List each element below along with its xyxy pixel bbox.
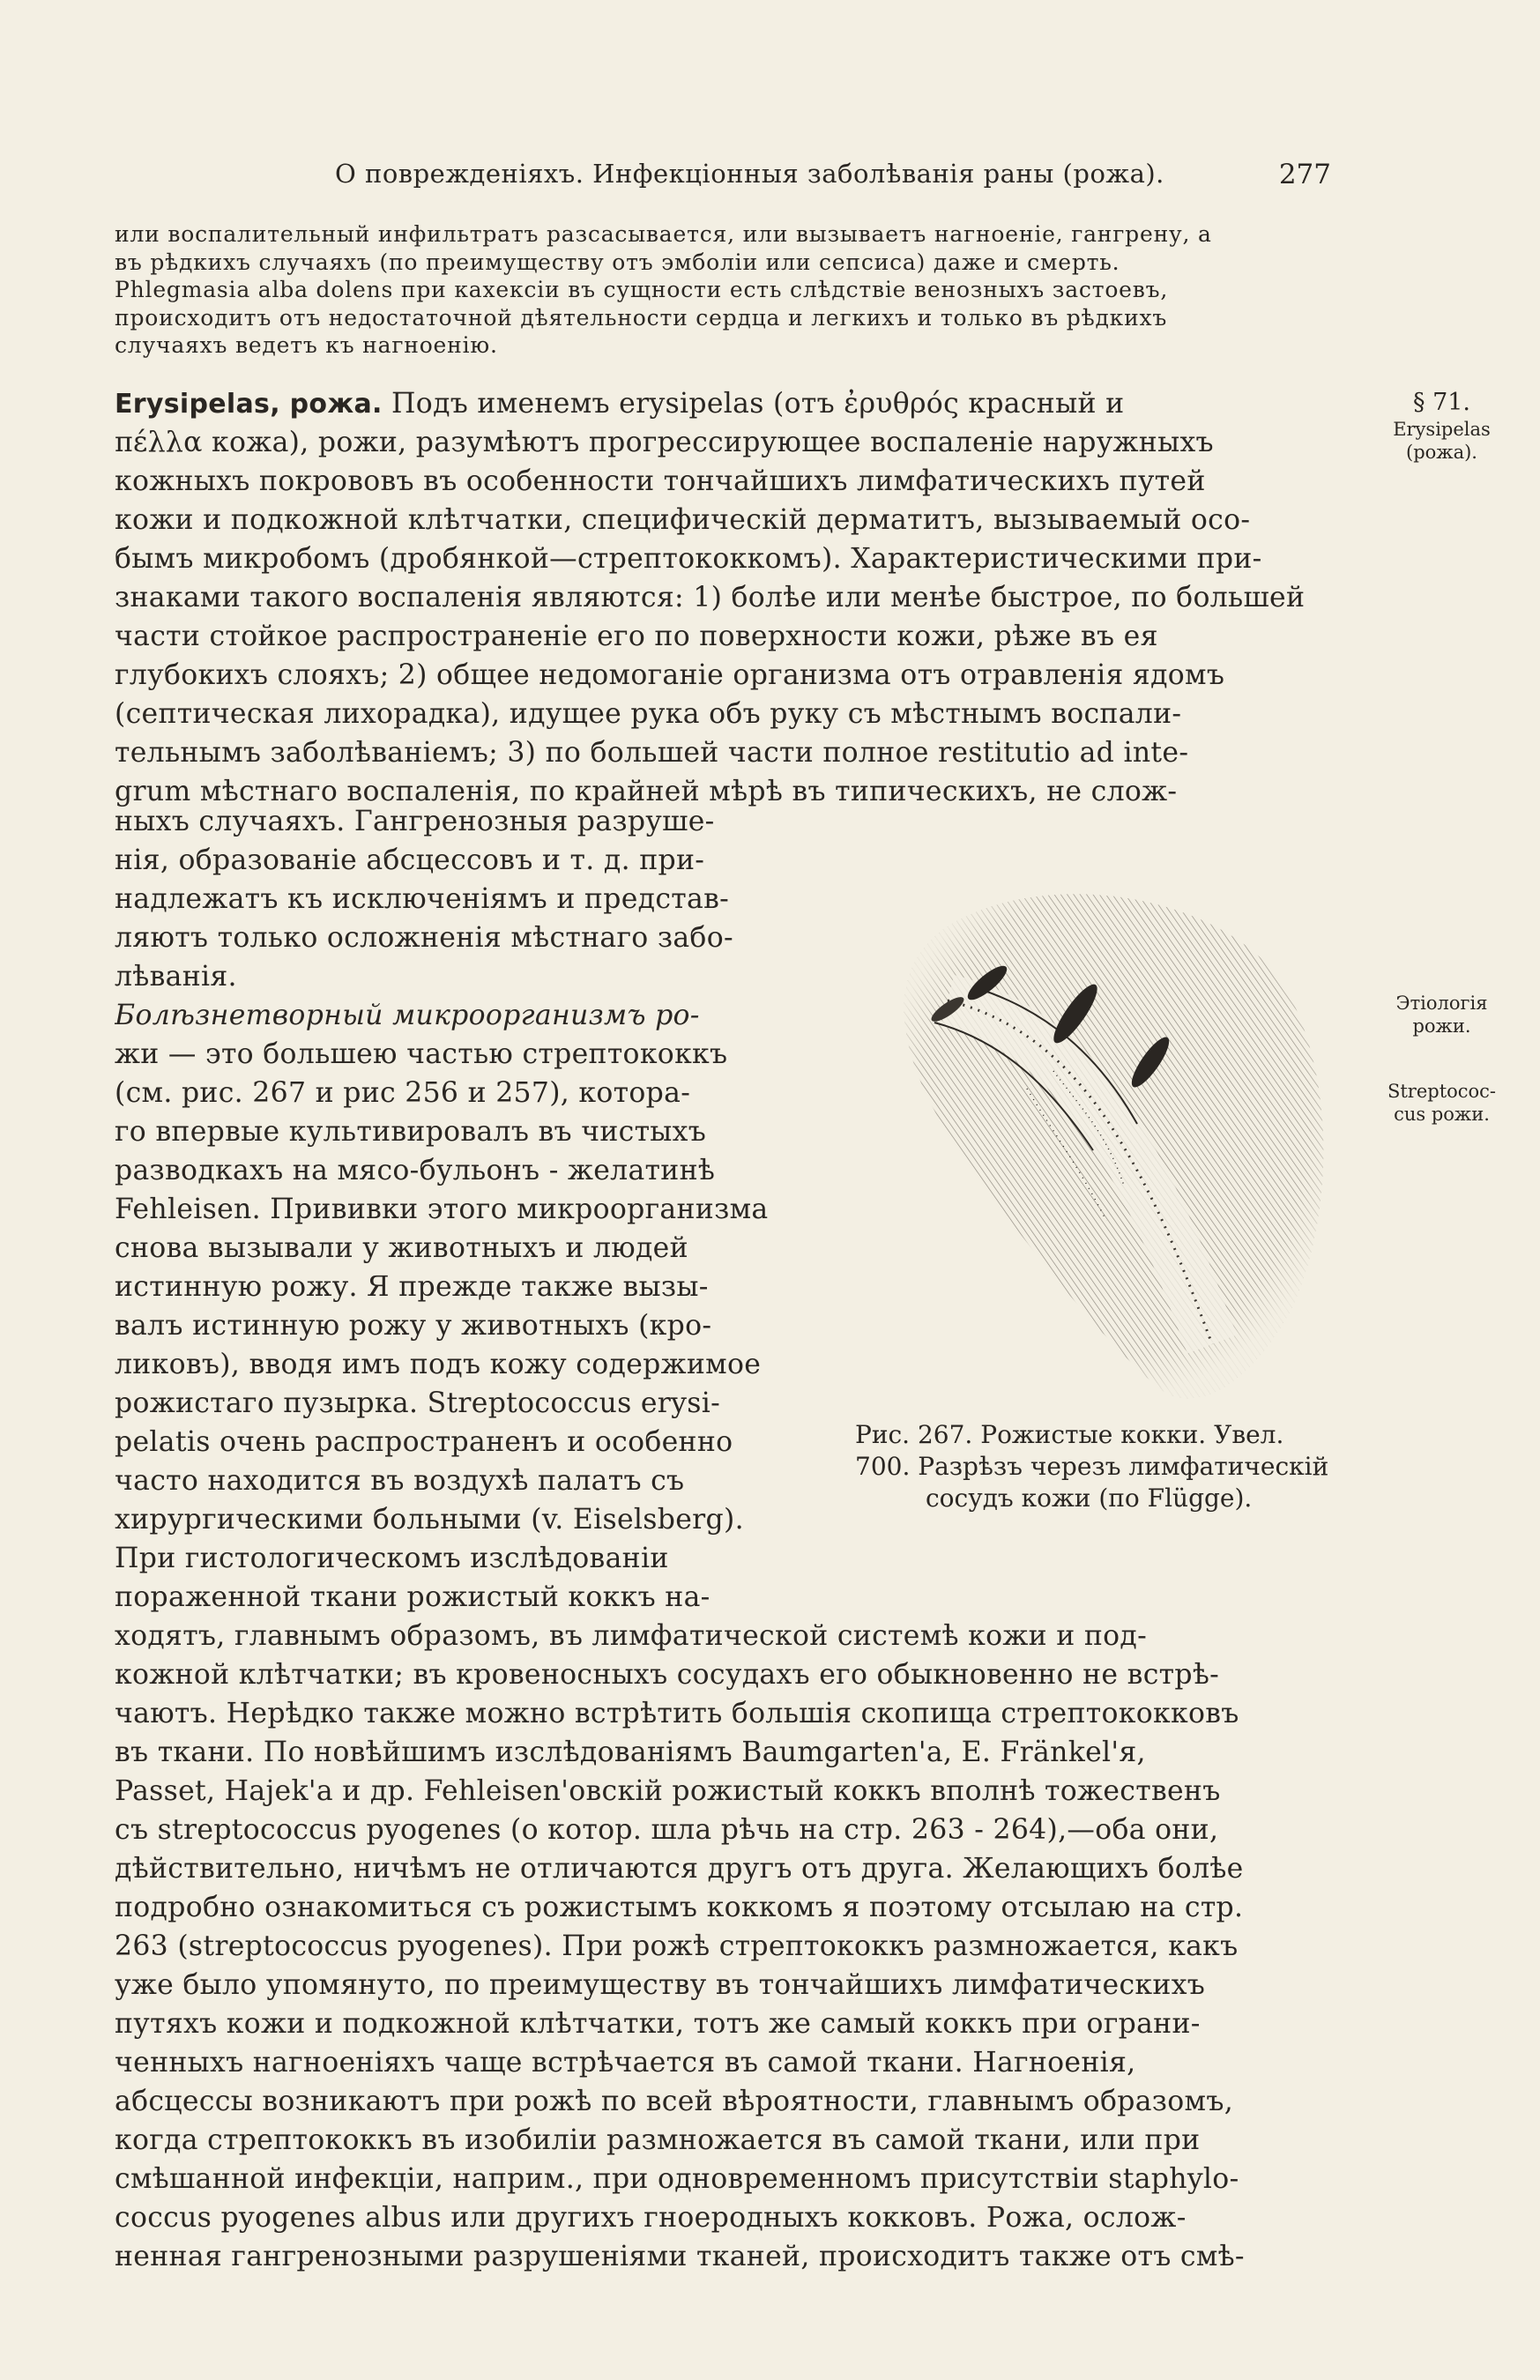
body-line: надлежатъ къ исключеніямъ и представ- — [115, 883, 730, 915]
caption-line: 700. Разрѣзъ черезъ лимфатическій — [855, 1452, 1329, 1481]
body-line: кожи и подкожной клѣтчатки, специфическій дерматитъ, вызываемый осо- — [115, 504, 1251, 536]
page-number: 277 — [1278, 159, 1331, 190]
body-line: (см. рис. 267 и рис 256 и 257), котора- — [115, 1077, 691, 1109]
running-header — [115, 159, 1349, 194]
body-line: валъ истинную рожу у животныхъ (кро- — [115, 1310, 712, 1342]
body-line: кожныхъ покрововъ въ особенности тончайшихъ лимфатическихъ путей — [115, 465, 1206, 497]
figure-caption — [855, 1419, 1349, 1514]
body-line: тельнымъ заболѣваніемъ; 3) по большей части полное restitutio ad inte- — [115, 737, 1189, 769]
body-line: смѣшанной инфекціи, наприм., при одновременномъ присутствіи staphylo- — [115, 2163, 1239, 2195]
body-line: жи — это большею частью стрептококкъ — [115, 1038, 728, 1070]
body-line: coccus pyogenes albus или другихъ гноеродныхъ кокковъ. Рожа, ослож- — [115, 2202, 1187, 2234]
margin-note-line: Этіологія — [1395, 993, 1488, 1014]
body-line: абсцессы возникаютъ при рожѣ по всей вѣроятности, главнымъ образомъ, — [115, 2086, 1234, 2117]
body-line: πέλλα кожа), рожи, разумѣютъ прогрессирующее воспаленіе наружныхъ — [115, 427, 1214, 458]
lymph-vessel-drawing — [842, 868, 1349, 1415]
body-line: ченныхъ нагноеніяхъ чаще встрѣчается въ самой ткани. Нагноенія, — [115, 2047, 1136, 2079]
body-line: дѣйствительно, ничѣмъ не отличаются другъ отъ друга. Желающихъ болѣе — [115, 1853, 1244, 1885]
body-line: части стойкое распространеніе его по поверхности кожи, рѣже въ ея — [115, 621, 1158, 652]
small-text-line: происходитъ отъ недостаточной дѣятельности сердца и легкихъ и только въ рѣдкихъ — [115, 304, 1168, 331]
body-line: ляютъ только осложненія мѣстнаго забо- — [115, 922, 733, 954]
body-line: 263 (streptococcus pyogenes). При рожѣ стрептококкъ размножается, какъ — [115, 1930, 1239, 1962]
body-line: кожной клѣтчатки; въ кровеносныхъ сосудахъ его обыкновенно не встрѣ- — [115, 1659, 1220, 1691]
body-line: разводкахъ на мясо-бульонъ - желатинѣ — [115, 1155, 716, 1186]
body-line: ныхъ случаяхъ. Гангренозныя разруше- — [115, 806, 715, 837]
margin-note-line: Streptococ- — [1387, 1081, 1497, 1102]
margin-note-streptococcus — [1356, 1080, 1528, 1126]
body-line: (септическая лихорадка), идущее рука объ руку съ мѣстнымъ воспали- — [115, 698, 1182, 730]
margin-note-line: cus рожи. — [1394, 1104, 1490, 1125]
body-line: знаками такого воспаленія являются: 1) болѣе или менѣе быстрое, по большей — [115, 582, 1306, 614]
section-heading: Erysipelas, рожа. — [115, 389, 383, 420]
body-line: grum мѣстнаго воспаленія, по крайней мѣрѣ въ типическихъ, не слож- — [115, 776, 1178, 807]
section-first-line — [115, 384, 1349, 423]
body-line: ходятъ, главнымъ образомъ, въ лимфатической системѣ кожи и под- — [115, 1620, 1148, 1652]
small-print-paragraph — [115, 220, 1349, 360]
body-line: подробно ознакомиться съ рожистымъ коккомъ я поэтому отсылаю на стр. — [115, 1892, 1244, 1923]
body-line: Fehleisen. Прививки этого микроорганизма — [115, 1194, 769, 1225]
body-line: когда стрептококкъ въ изобиліи размножается въ самой ткани, или при — [115, 2124, 1201, 2156]
body-line: При гистологическомъ изслѣдованіи — [115, 1543, 669, 1574]
margin-note-line: Erysipelas — [1393, 419, 1491, 440]
small-text-line: въ рѣдкихъ случаяхъ (по преимуществу отъ эмболіи или сепсиса) даже и смерть. — [115, 249, 1120, 275]
margin-note-line: (рожа). — [1406, 442, 1477, 463]
margin-note-section — [1356, 388, 1528, 464]
body-line: Болѣзнетворный микроорганизмъ ро- — [115, 1000, 700, 1031]
body-line: Passet, Hajek'а и др. Fehleisen'овскій рожистый коккъ вполнѣ тожественъ — [115, 1775, 1221, 1807]
body-line: истинную рожу. Я прежде также вызы- — [115, 1271, 709, 1303]
body-line: пораженной ткани рожистый коккъ на- — [115, 1581, 710, 1613]
body-line: путяхъ кожи и подкожной клѣтчатки, тотъ же самый коккъ при ограни- — [115, 2008, 1201, 2040]
body-line: ненная гангренозными разрушеніями тканей, происходитъ также отъ смѣ- — [115, 2241, 1245, 2272]
body-line: уже было упомянуто, по преимуществу въ тончайшихъ лимфатическихъ — [115, 1969, 1206, 2001]
body-line: лѣванія. — [115, 961, 237, 993]
body-line: чаютъ. Нерѣдко также можно встрѣтить большія скопища стрептококковъ — [115, 1698, 1239, 1729]
body-line: съ streptococcus pyogenes (о котор. шла рѣчь на стр. 263 - 264),—оба они, — [115, 1814, 1219, 1846]
body-line: ликовъ), вводя имъ подъ кожу содержимое — [115, 1349, 762, 1380]
body-line: глубокихъ слояхъ; 2) общее недомоганіе организма отъ отравленія ядомъ — [115, 659, 1225, 691]
margin-note-etiology — [1356, 992, 1528, 1038]
small-text-line: случаяхъ ведетъ къ нагноенію. — [115, 332, 498, 358]
body-line: го впервые культивировалъ въ чистыхъ — [115, 1116, 707, 1148]
running-title: О поврежденіяхъ. Инфекціонныя заболѣванія раны (рожа). — [335, 159, 1164, 189]
body-line: въ ткани. По новѣйшимъ изслѣдованіямъ Baumgarten'а, E. Fränkel'я, — [115, 1737, 1146, 1768]
body-line: хирургическими больными (v. Eiselsberg). — [115, 1504, 744, 1536]
body-line: снова вызывали у животныхъ и людей — [115, 1232, 688, 1264]
margin-note-line: рожи. — [1412, 1015, 1471, 1037]
body-line: часто находится въ воздухѣ палатъ съ — [115, 1465, 685, 1497]
body-line: нія, образованіе абсцессовъ и т. д. при- — [115, 844, 705, 876]
section-first-line-text: Подъ именемъ erysipelas (отъ ἐρυθρός красный и — [382, 388, 1125, 420]
figure-267-illustration — [842, 868, 1349, 1415]
body-line: рожистаго пузырка. Streptococcus erysi- — [115, 1387, 721, 1419]
caption-line: сосудъ кожи (по Flügge). — [926, 1484, 1253, 1513]
small-text-line: или воспалительный инфильтратъ разсасывается, или вызываетъ нагноеніе, гангрену, а — [115, 221, 1212, 247]
small-text-line: Phlegmasia alba dolens при кахексіи въ сущности есть слѣдствіе венозныхъ застоевъ, — [115, 277, 1169, 302]
section-number: § 71. — [1412, 389, 1471, 416]
body-line: бымъ микробомъ (дробянкой—стрептококкомъ). Характеристическими при- — [115, 543, 1262, 575]
caption-line: Рис. 267. Рожистые кокки. Увел. — [855, 1420, 1284, 1449]
body-line: pelatis очень распространенъ и особенно — [115, 1426, 733, 1458]
